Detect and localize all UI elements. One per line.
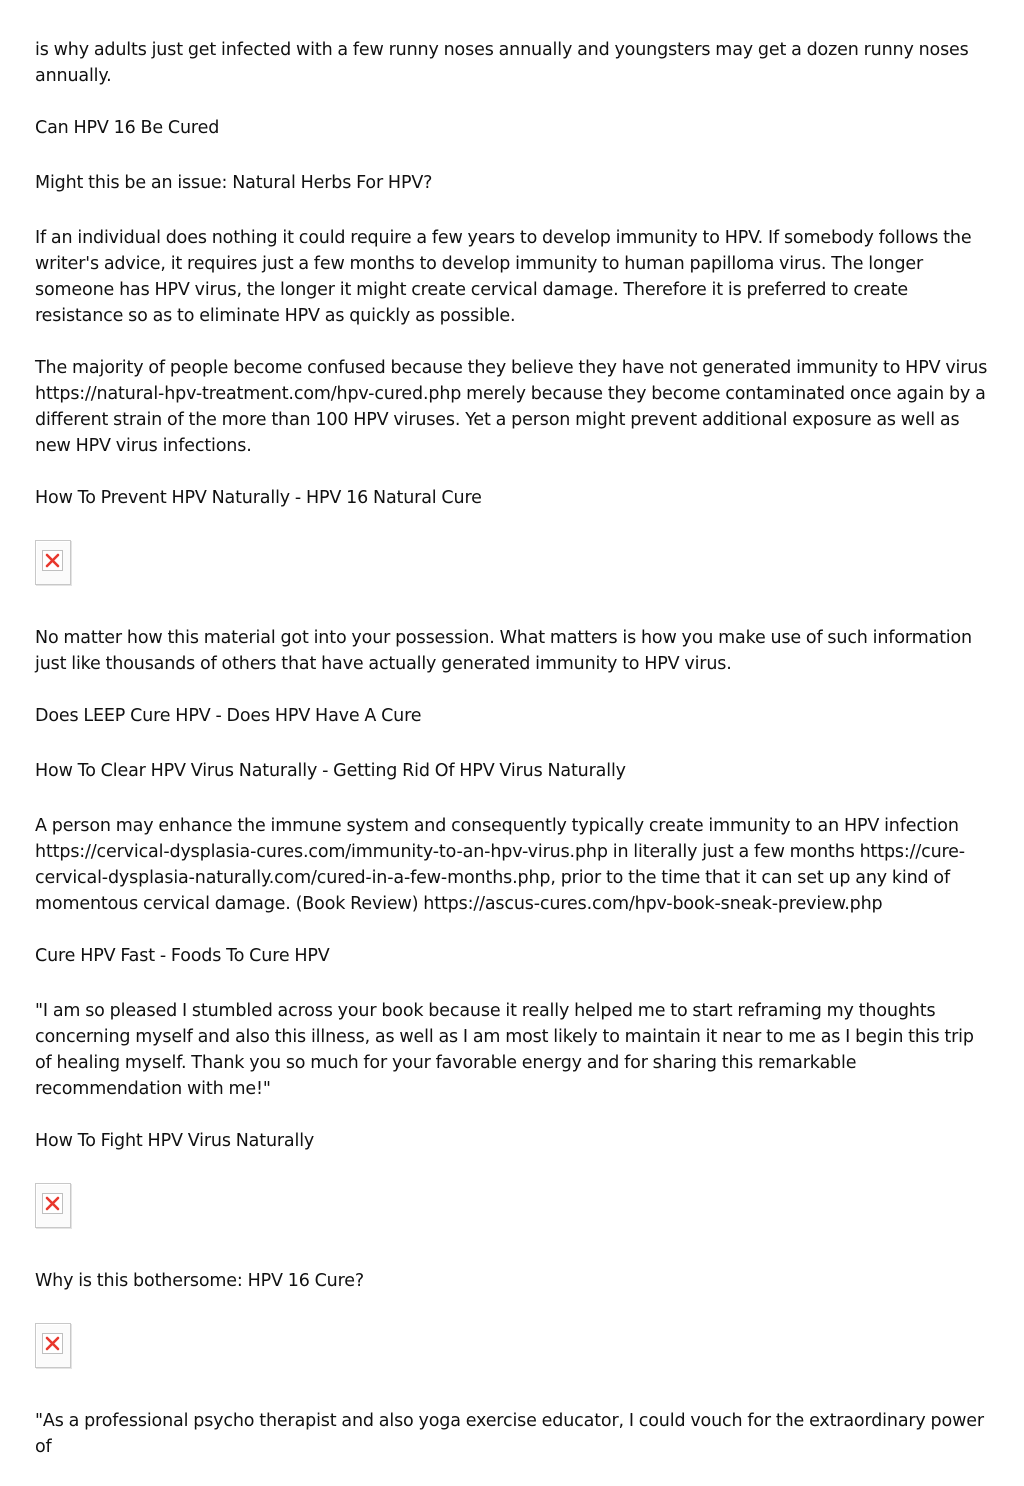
paragraph: is why adults just get infected with a few runny noses annually and youngsters may get a dozen runny noses annually. — [35, 40, 969, 86]
heading: How To Clear HPV Virus Naturally - Getting Rid Of HPV Virus Naturally — [35, 761, 626, 781]
paragraph: If an individual does nothing it could require a few years to develop immunity to HPV. If somebody follows the writer's advice, it requires just a few months to develop immunity to human papilloma virus. The longer someone has HPV virus, the longer it might create cervical damage. Therefore it is preferred to create resistance so as to eliminate HPV as quickly as possible. — [35, 228, 972, 326]
paragraph: "I am so pleased I stumbled across your book because it really helped me to start reframing my thoughts concerning myself and also this illness, as well as I am most likely to maintain it near to me as I begin this trip of healing myself. Thank you so much for your favorable energy and for sharing this remarkable recommendation with me!" — [35, 1001, 974, 1099]
heading: Why is this bothersome: HPV 16 Cure? — [35, 1271, 365, 1291]
heading: Cure HPV Fast - Foods To Cure HPV — [35, 946, 330, 966]
document-page — [35, 37, 990, 1486]
paragraph: The majority of people become confused because they believe they have not generated immunity to HPV virus https://natural-hpv-treatment.com/hpv-cured.php merely because they become contaminated once again by a different strain of the more than 100 HPV viruses. Yet a person might prevent additional exposure as well as new HPV virus infections. — [35, 358, 988, 456]
heading: Might this be an issue: Natural Herbs For HPV? — [35, 173, 433, 193]
paragraph: A person may enhance the immune system and consequently typically create immunity to an HPV infection https://cervical-dysplasia-cures.com/immunity-to-an-hpv-virus.php in literally just a few months https://cure-cervical-dysplasia-naturally.com/cured-in-a-few-months.php, prior to the time that it can set up any kind of momentous cervical damage. (Book Review) https://ascus-cures.com/hpv-book-sneak-preview.php — [35, 816, 965, 914]
heading: Can HPV 16 Be Cured — [35, 118, 220, 138]
broken-image-icon — [35, 540, 71, 585]
heading: How To Fight HPV Virus Naturally — [35, 1131, 315, 1151]
broken-image-icon — [35, 1323, 71, 1368]
paragraph: No matter how this material got into your possession. What matters is how you make use of such information just like thousands of others that have actually generated immunity to HPV virus. — [35, 628, 973, 674]
heading: How To Prevent HPV Naturally - HPV 16 Natural Cure — [35, 488, 482, 508]
paragraph: "As a professional psycho therapist and also yoga exercise educator, I could vouch for the extraordinary power of — [35, 1411, 984, 1457]
broken-image-icon — [35, 1183, 71, 1228]
heading: Does LEEP Cure HPV - Does HPV Have A Cure — [35, 706, 422, 726]
